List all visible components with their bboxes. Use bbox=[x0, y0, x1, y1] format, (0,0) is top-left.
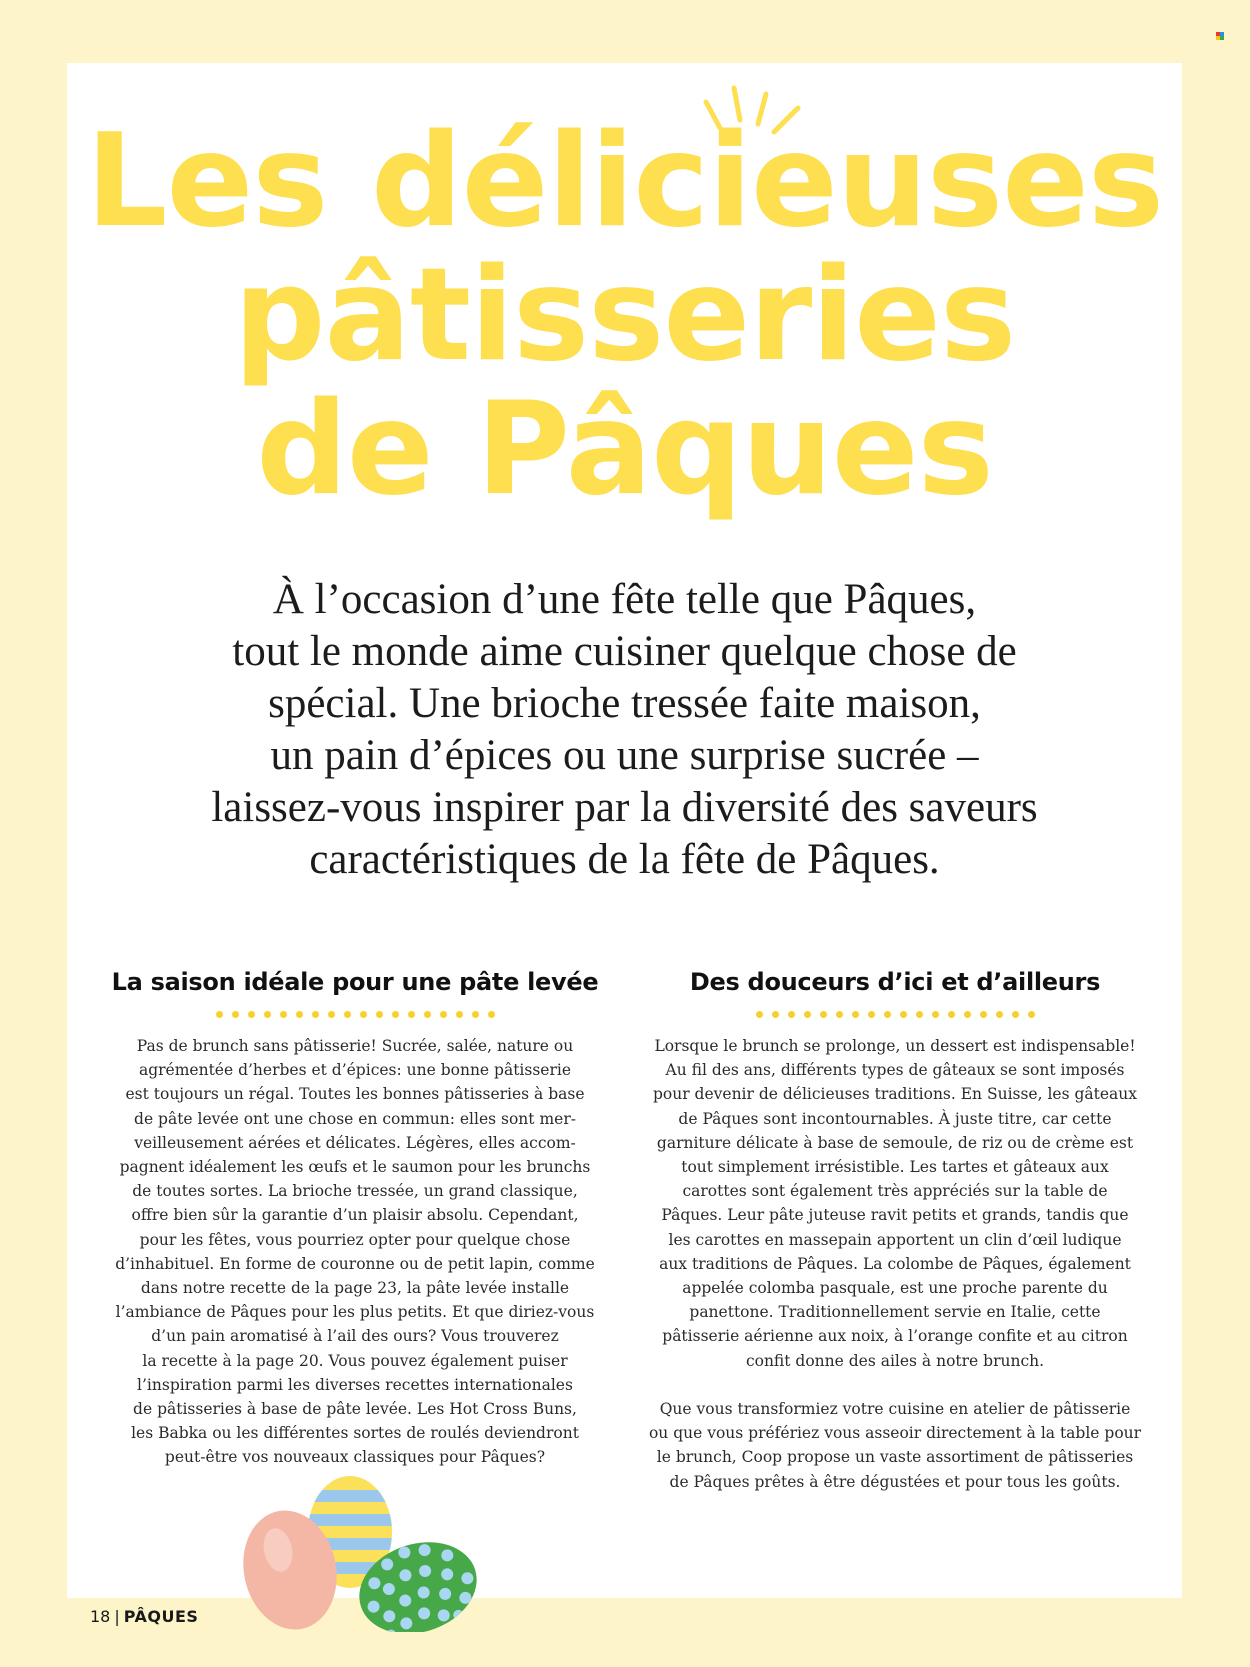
easter-eggs-illustration bbox=[238, 1472, 518, 1632]
divider-dot bbox=[772, 1011, 779, 1018]
divider-dot bbox=[1028, 1011, 1035, 1018]
body-line: carottes sont également très appréciés sur la table de bbox=[682, 1182, 1108, 1201]
body-line: d’un pain aromatisé à l’ail des ours? Vous trouverez bbox=[151, 1327, 559, 1346]
right-column bbox=[625, 965, 1165, 1494]
body-line: les carottes en massepain apportent un clin d’œil ludique bbox=[668, 1230, 1122, 1249]
body-line: peut-être vos nouveaux classiques pour Pâques? bbox=[164, 1448, 546, 1467]
body-line: Pâques. Leur pâte juteuse ravit petits et grands, tandis que bbox=[661, 1206, 1129, 1225]
divider-dot bbox=[408, 1011, 415, 1018]
divider-dot bbox=[264, 1011, 271, 1018]
headline-line: pâtisseries bbox=[233, 241, 1016, 390]
body-line: garniture délicate à base de semoule, de riz ou de crème est bbox=[656, 1133, 1134, 1152]
body-line: pagnent idéalement les œufs et le saumon pour les brunchs bbox=[119, 1158, 591, 1177]
body-line: Pas de brunch sans pâtisserie! Sucrée, salée, nature ou bbox=[136, 1037, 574, 1055]
divider-dot bbox=[916, 1011, 923, 1018]
body-line: de pâte levée ont une chose en commun: elles sont mer- bbox=[134, 1109, 576, 1128]
divider-dot bbox=[948, 1011, 955, 1018]
body-line: Lorsque le brunch se prolonge, un dessert est indispensable! bbox=[654, 1037, 1136, 1055]
body-line: veilleusement aérées et délicates. Légères, elles accom- bbox=[134, 1133, 576, 1152]
body-line: l’ambiance de Pâques pour les plus petits. Et que diriez-vous bbox=[115, 1303, 595, 1322]
page-footer bbox=[90, 1607, 198, 1626]
divider-dot bbox=[376, 1011, 383, 1018]
divider-dot bbox=[328, 1011, 335, 1018]
divider-dot bbox=[312, 1011, 319, 1018]
divider-dot bbox=[932, 1011, 939, 1018]
divider-dot bbox=[900, 1011, 907, 1018]
divider-dot bbox=[868, 1011, 875, 1018]
intro-line: caractéristiques de la fête de Pâques. bbox=[309, 836, 940, 883]
headline-line: de Pâques bbox=[256, 375, 993, 524]
divider-dot bbox=[964, 1011, 971, 1018]
intro-line: tout le monde aime cuisiner quelque chose de bbox=[232, 628, 1017, 675]
divider-dot bbox=[216, 1011, 223, 1018]
divider-dot bbox=[804, 1011, 811, 1018]
divider-dot bbox=[488, 1011, 495, 1018]
body-line: panettone. Traditionnellement servie en Italie, cette bbox=[689, 1303, 1101, 1322]
right-column-body bbox=[625, 1034, 1165, 1494]
left-column-body bbox=[85, 1034, 625, 1470]
intro-line: laissez-vous inspirer par la diversité des saveurs bbox=[211, 784, 1038, 831]
divider-dot bbox=[424, 1011, 431, 1018]
intro-paragraph bbox=[67, 574, 1182, 886]
paragraph-gap bbox=[625, 1373, 1165, 1397]
divider-dot bbox=[440, 1011, 447, 1018]
intro-line: spécial. Une brioche tressée faite maison, bbox=[268, 680, 981, 727]
dotted-divider bbox=[625, 1011, 1165, 1019]
divider-dot bbox=[756, 1011, 763, 1018]
body-line: pâtisserie aérienne aux noix, à l’orange confite et au citron bbox=[662, 1327, 1128, 1346]
divider-dot bbox=[456, 1011, 463, 1018]
body-line: pour les fêtes, vous pourriez opter pour quelque chose bbox=[139, 1230, 571, 1249]
divider-dot bbox=[472, 1011, 479, 1018]
body-line: de Pâques prêtes à être dégustées et pour tous les goûts. bbox=[669, 1472, 1121, 1491]
intro-line: À l’occasion d’une fête telle que Pâques, bbox=[272, 576, 977, 623]
body-line: les Babka ou les différentes sortes de roulés deviendront bbox=[131, 1424, 579, 1443]
divider-dot bbox=[836, 1011, 843, 1018]
body-line: Que vous transformiez votre cuisine en atelier de pâtisserie bbox=[659, 1400, 1131, 1419]
body-line: agrémentée d’herbes et d’épices: une bonne pâtisserie bbox=[138, 1061, 572, 1080]
divider-dot bbox=[820, 1011, 827, 1018]
divider-dot bbox=[232, 1011, 239, 1018]
divider-dot bbox=[280, 1011, 287, 1018]
body-line: offre bien sûr la garantie d’un plaisir absolu. Cependant, bbox=[131, 1206, 579, 1225]
corner-color-mark bbox=[1216, 32, 1224, 40]
footer-section-title: PÂQUES bbox=[123, 1607, 199, 1626]
footer-separator: | bbox=[114, 1607, 120, 1626]
intro-line: un pain d’épices ou une surprise sucrée – bbox=[270, 732, 979, 779]
body-line: de toutes sortes. La brioche tressée, un grand classique, bbox=[132, 1182, 578, 1201]
body-line: le brunch, Coop propose un vaste assortiment de pâtisseries bbox=[656, 1448, 1134, 1467]
divider-dot bbox=[980, 1011, 987, 1018]
body-line: confit donne des ailes à notre brunch. bbox=[745, 1351, 1045, 1370]
body-line: tout simplement irrésistible. Les tartes et gâteaux aux bbox=[681, 1158, 1109, 1177]
body-line: pour devenir de délicieuses traditions. En Suisse, les gâteaux bbox=[652, 1085, 1138, 1104]
divider-dot bbox=[344, 1011, 351, 1018]
body-line: d’inhabituel. En forme de couronne ou de petit lapin, comme bbox=[115, 1254, 595, 1273]
body-line: de Pâques sont incontournables. À juste titre, car cette bbox=[678, 1109, 1112, 1128]
right-column-heading: Des douceurs d’ici et d’ailleurs bbox=[689, 968, 1101, 996]
divider-dot bbox=[884, 1011, 891, 1018]
headline-line: Les délicieuses bbox=[85, 107, 1164, 256]
body-line: Au fil des ans, différents types de gâteaux se sont imposés bbox=[665, 1061, 1125, 1080]
divider-dot bbox=[852, 1011, 859, 1018]
divider-dot bbox=[392, 1011, 399, 1018]
divider-dot bbox=[788, 1011, 795, 1018]
dotted-divider bbox=[85, 1011, 625, 1019]
divider-dot bbox=[1012, 1011, 1019, 1018]
left-column-heading: La saison idéale pour une pâte levée bbox=[111, 968, 599, 996]
divider-dot bbox=[296, 1011, 303, 1018]
body-line: l’inspiration parmi les diverses recettes internationales bbox=[137, 1375, 573, 1394]
divider-dot bbox=[360, 1011, 367, 1018]
page-number: 18 bbox=[90, 1607, 111, 1626]
body-line: la recette à la page 20. Vous pouvez également puiser bbox=[142, 1351, 568, 1370]
body-line: appelée colomba pasquale, est une proche parente du bbox=[682, 1279, 1108, 1298]
body-line: dans notre recette de la page 23, la pâte levée installe bbox=[140, 1279, 570, 1298]
body-line: aux traditions de Pâques. La colombe de Pâques, également bbox=[659, 1254, 1131, 1273]
body-line: de pâtisseries à base de pâte levée. Les Hot Cross Buns, bbox=[133, 1400, 577, 1419]
divider-dot bbox=[996, 1011, 1003, 1018]
headline bbox=[67, 107, 1182, 524]
body-line: ou que vous préfériez vous asseoir directement à la table pour bbox=[648, 1424, 1142, 1443]
divider-dot bbox=[248, 1011, 255, 1018]
body-line: est toujours un régal. Toutes les bonnes pâtisseries à base bbox=[125, 1085, 585, 1104]
left-column bbox=[85, 965, 625, 1470]
